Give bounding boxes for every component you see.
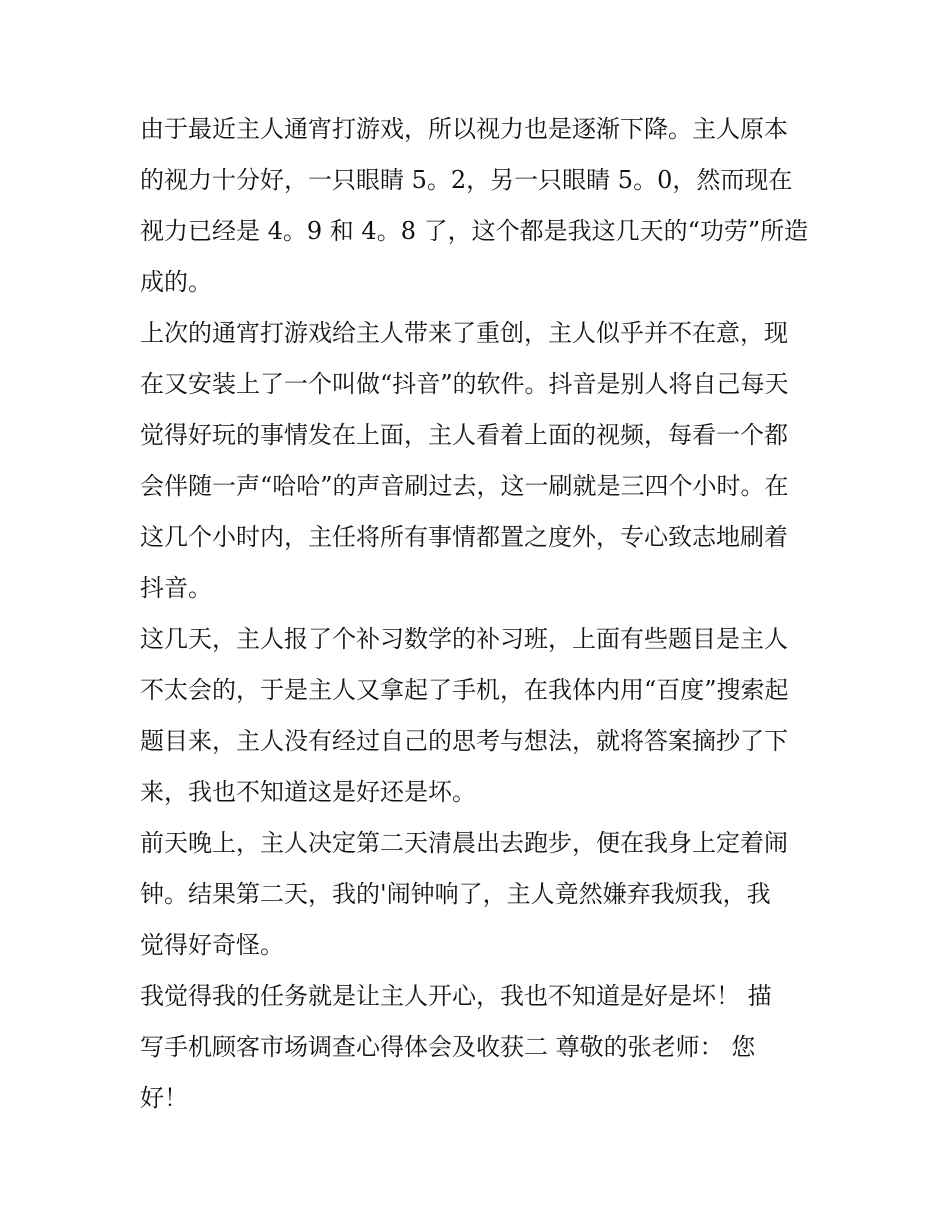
text-line: 成的。 bbox=[140, 268, 212, 296]
text-line: 写手机顾客市场调查心得体会及收获二 尊敬的张老师： 您 bbox=[140, 1033, 756, 1061]
text-line: 题目来，主人没有经过自己的思考与想法，就将答案摘抄了下 bbox=[140, 727, 788, 755]
text-line: 抖音。 bbox=[140, 574, 212, 602]
text-line: 的视力十分好，一只眼睛 5。2，另一只眼睛 5。0，然而现在 bbox=[140, 166, 793, 194]
text-line: 上次的通宵打游戏给主人带来了重创，主人似乎并不在意，现 bbox=[140, 319, 788, 347]
text-line: 在又安装上了一个叫做“抖音”的软件。抖音是别人将自己每天 bbox=[140, 370, 789, 398]
text-line: 前天晚上，主人决定第二天清晨出去跑步，便在我身上定着闹 bbox=[140, 829, 788, 857]
paragraph-5 bbox=[140, 971, 820, 1124]
paragraph-4 bbox=[140, 818, 820, 971]
paragraph-1 bbox=[140, 104, 820, 308]
text-line: 来，我也不知道这是好还是坏。 bbox=[140, 778, 476, 806]
paragraph-3 bbox=[140, 614, 820, 818]
text-line: 我觉得我的任务就是让主人开心，我也不知道是好是坏！ 描 bbox=[140, 982, 772, 1010]
text-line: 钟。结果第二天，我的'闹钟响了，主人竟然嫌弃我烦我，我 bbox=[140, 880, 771, 908]
text-line: 不太会的，于是主人又拿起了手机，在我体内用“百度”搜索起 bbox=[140, 676, 789, 704]
document-body bbox=[140, 104, 820, 1124]
text-line: 这几天，主人报了个补习数学的补习班，上面有些题目是主人 bbox=[140, 625, 788, 653]
text-line: 觉得好奇怪。 bbox=[140, 931, 284, 959]
text-line: 好！ bbox=[140, 1084, 188, 1112]
text-line: 这几个小时内，主任将所有事情都置之度外，专心致志地刷着 bbox=[140, 523, 788, 551]
text-line: 由于最近主人通宵打游戏，所以视力也是逐渐下降。主人原本 bbox=[140, 115, 788, 143]
text-line: 视力已经是 4。9 和 4。8 了，这个都是我这几天的“功劳”所造 bbox=[140, 217, 809, 245]
text-line: 会伴随一声“哈哈”的声音刷过去，这一刷就是三四个小时。在 bbox=[140, 472, 789, 500]
text-line: 觉得好玩的事情发在上面，主人看着上面的视频，每看一个都 bbox=[140, 421, 788, 449]
paragraph-2 bbox=[140, 308, 820, 614]
